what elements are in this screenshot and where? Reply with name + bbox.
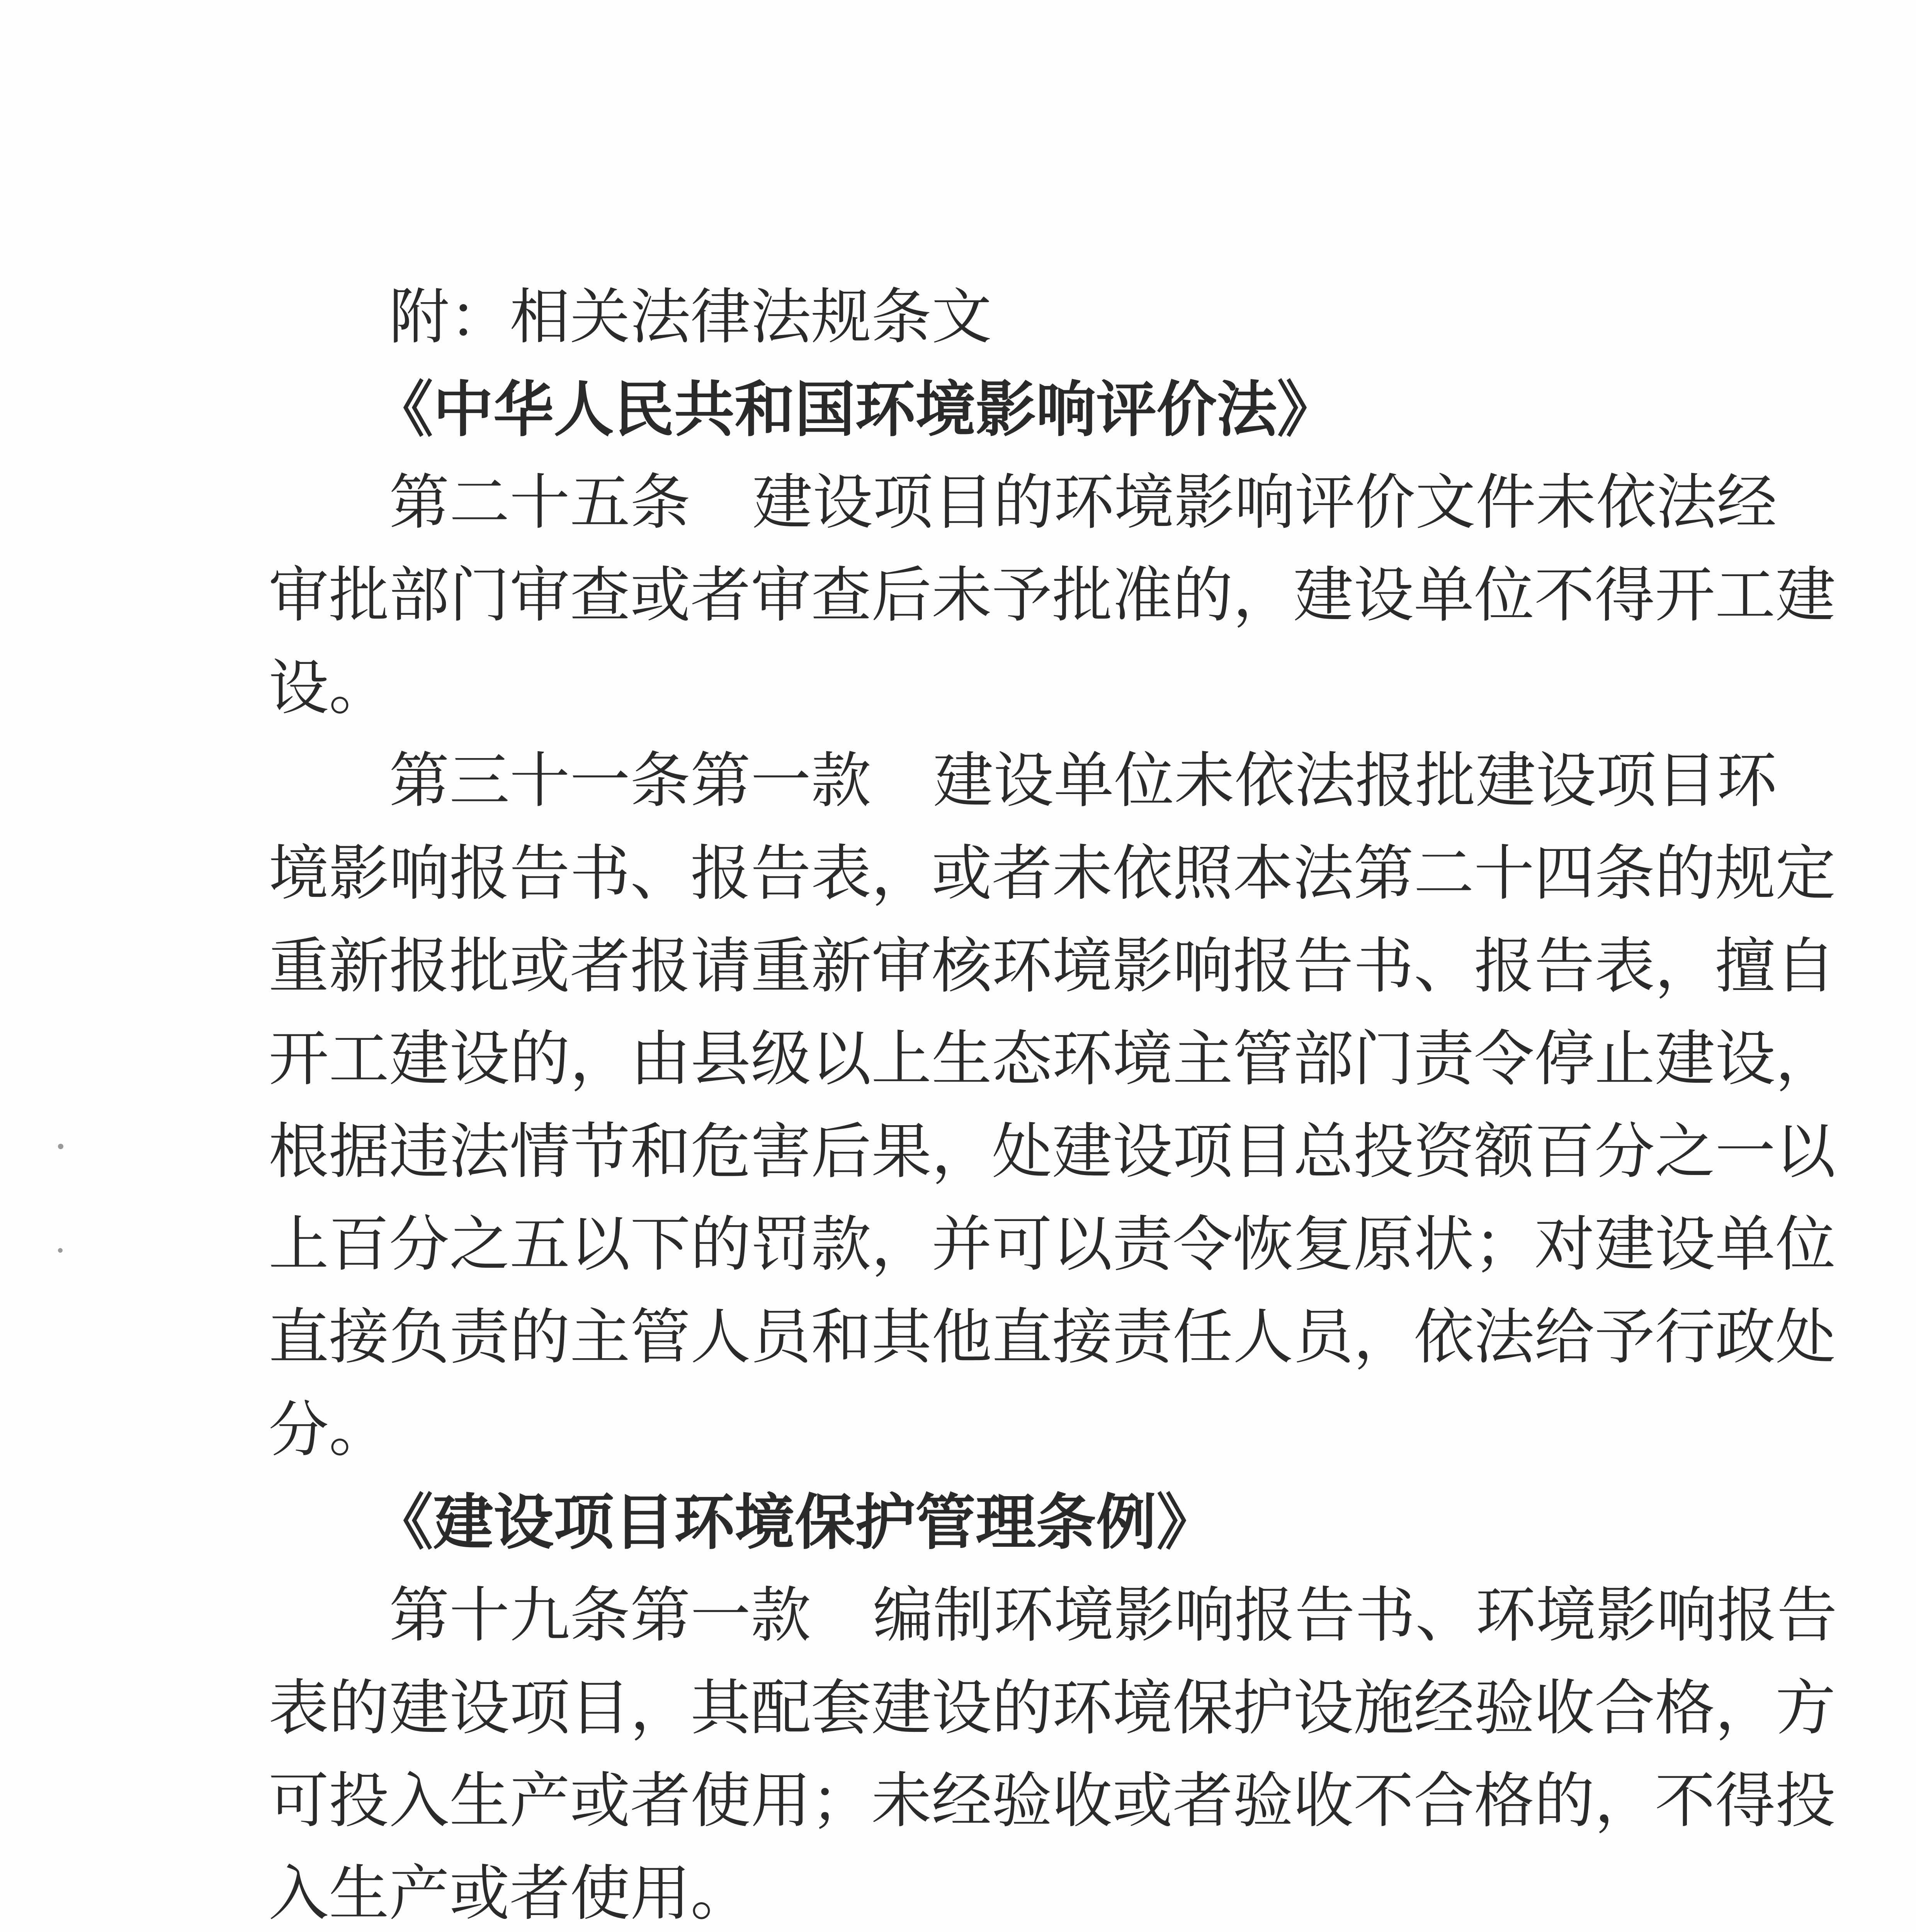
article-label: 第二十五条 bbox=[389, 467, 690, 537]
law-title-regulation: 《建设项目环境保护管理条例》 bbox=[373, 1487, 1217, 1558]
article-first-line bbox=[269, 1569, 1837, 1662]
article-label: 第十九条第一款 bbox=[389, 1580, 811, 1650]
article-line: 表的建设项目，其配套建设的环境保护设施经验收合格，方 bbox=[269, 1673, 1836, 1743]
article-line: 设。 bbox=[269, 653, 389, 723]
article-line: 入生产或者使用。 bbox=[269, 1858, 751, 1929]
article-line: 审批部门审查或者审查后未予批准的，建设单位不得开工建 bbox=[269, 560, 1836, 630]
scan-speck bbox=[58, 1248, 63, 1253]
article-line: 可投入生产或者使用；未经验收或者验收不合格的，不得投 bbox=[269, 1765, 1836, 1836]
article-label: 第三十一条第一款 bbox=[389, 745, 871, 816]
article-first-line bbox=[269, 734, 1777, 827]
article-text: 建设单位未依法报批建设项目环 bbox=[933, 745, 1777, 816]
article-text: 建设项目的环境影响评价文件未依法经 bbox=[752, 467, 1777, 537]
article-first-line bbox=[269, 456, 1777, 549]
article-line: 境影响报告书、报告表，或者未依照本法第二十四条的规定 bbox=[269, 838, 1836, 908]
article-line: 开工建设的，由县级以上生态环境主管部门责令停止建设， bbox=[269, 1024, 1836, 1094]
scan-speck bbox=[58, 1144, 63, 1149]
attachment-heading: 附：相关法律法规条文 bbox=[389, 282, 992, 352]
article-text: 编制环境影响报告书、环境影响报告 bbox=[873, 1580, 1837, 1650]
article-line: 重新报批或者报请重新审核环境影响报告书、报告表，擅自 bbox=[269, 931, 1836, 1001]
law-title-eia: 《中华人民共和国环境影响评价法》 bbox=[373, 374, 1337, 445]
article-line: 分。 bbox=[269, 1395, 389, 1465]
article-line: 根据违法情节和危害后果，处建设项目总投资额百分之一以 bbox=[269, 1116, 1836, 1187]
article-line: 直接负责的主管人员和其他直接责任人员，依法给予行政处 bbox=[269, 1302, 1836, 1372]
article-line: 上百分之五以下的罚款，并可以责令恢复原状；对建设单位 bbox=[269, 1209, 1836, 1279]
document-body bbox=[269, 270, 1837, 1932]
